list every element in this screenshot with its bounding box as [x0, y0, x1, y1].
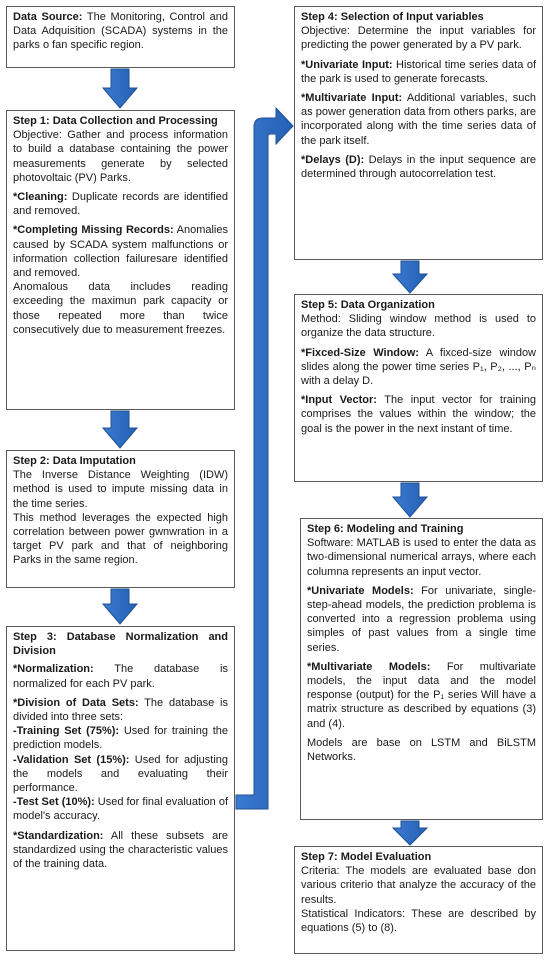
step4-multi-text: Additional variables, such as power generation data from others parks, are incorporated along with the time series data of the park itself. [301, 92, 537, 147]
step4-uni-label: *Univariate Input: [301, 58, 393, 71]
step3-norm-text: The database is normalized for each PV park. [13, 663, 228, 690]
data-source-text: The Monitoring, Control and Data Adquisition (SCADA) systems in the parks o fan specific region. [13, 11, 228, 52]
step1-title: Step 1: Data Collection and Processing [13, 115, 218, 127]
arrow-down-icon [103, 411, 137, 448]
step1-missing-text: Anomalies caused by SCADA system malfunctions or information collection failuresare identified and removed. [13, 224, 228, 280]
step4-uni-text: Historical time series data of the park is used to generate forecasts. [301, 58, 537, 85]
step4-title: Step 4: Selection of Input variables [301, 11, 484, 23]
step1-cleaning-text: Duplicate records are identified and removed. [13, 191, 228, 218]
step5-vector-text: The input vector for training comprises the values within the window; the goal is the power in the next instant of time. [301, 394, 536, 435]
step3-test-text: Used for final evaluation of model's accuracy. [13, 796, 229, 823]
step6-multi-text: For multivariate models, the input data and the model response (output) for the P₁ series Will have a matrix structure as described by equations (3) and (4). [307, 660, 536, 730]
step1-objective: Objective: Gather and process information to build a database containing the power measurements generate by selected photovoltaic (PV) Parks. [13, 129, 228, 184]
step3-training-label: -Training Set (75%): [13, 725, 120, 738]
step6-software: Software: MATLAB is used to enter the data as two-dimensional numerical arrays, where each columna represents an input vector. [307, 537, 536, 578]
arrow-down-icon [103, 69, 137, 108]
arrow-down-icon [393, 261, 427, 293]
step6-uni-label: *Univariate Models: [307, 584, 414, 597]
step3-title: Step 3: Database Normalization and Division [13, 631, 228, 658]
arrow-down-icon [393, 483, 427, 517]
step7-title: Step 7: Model Evaluation [301, 851, 432, 863]
step6-uni-text: For univariate, single-step-ahead models, the prediction problema is converted into a regression problema using simples of past values from a single time series. [307, 584, 536, 654]
step3-std-label: *Standardization: [13, 829, 104, 842]
step3-training-text: Used for training the prediction models. [13, 725, 228, 752]
step7-indicators: Statistical Indicators: These are described by equations (5) to (8). [301, 907, 536, 935]
step5-vector-label: *Input Vector: [301, 394, 377, 407]
step3-test-label: -Test Set (10%): [13, 796, 95, 809]
step1-cleaning-label: *Cleaning: [13, 191, 68, 204]
step3-division-text: The database is divided into three sets: [13, 696, 228, 724]
step2-title: Step 2: Data Imputation [13, 455, 136, 467]
step4-delays-text: Delays in the input sequence are determined through autocorrelation test. [301, 153, 536, 181]
step6-multi-label: *Multivariate Models: [307, 660, 431, 673]
step2-text2: This method leverages the expected high correlation between power gwnwration in a target PV park and that of neighboring Parks in the same region. [13, 511, 228, 567]
step6-models-text: Models are base on LSTM and BiLSTM Networks. [307, 736, 536, 764]
step1-missing-label: *Completing Missing Records: [13, 224, 174, 237]
step4-delays-label: *Delays (D): [301, 153, 365, 166]
step3-division-label: *Division of Data Sets: [13, 696, 139, 709]
step5-window-label: *Fixced-Size Window: [301, 346, 419, 359]
step3-norm-label: *Normalization: [13, 663, 94, 676]
arrow-down-icon [393, 821, 427, 845]
step5-method: Method: Sliding window method is used to organize the data structure. [301, 313, 536, 340]
arrow-down-icon [103, 589, 137, 624]
step5-window-text: A fixced-size window slides along the power time series P₁, P₂, ..., Pₙ with a delay D. [301, 346, 537, 388]
step2-text1: The Inverse Distance Weighting (IDW) method is used to impute missing data in the time series. [13, 469, 228, 510]
step5-title: Step 5: Data Organization [301, 299, 435, 311]
step1-anomalous-text: Anomalous data includes reading exceeding the maximun park capacity or those repeated more than twice consecutively due to measurement freezes. [13, 281, 228, 336]
step7-criteria: Criteria: The models are evaluated base don various criterio that analyze the accuracy of the results. [301, 865, 536, 906]
connector-arrow-icon [236, 108, 293, 809]
step4-objective: Objective: Determine the input variables for predicting the power generated by a PV park. [301, 25, 536, 52]
data-source-label: Data Source: [13, 11, 83, 23]
step6-title: Step 6: Modeling and Training [307, 523, 464, 535]
step3-std-text: All these subsets are standardized using the characteristic values of the training data. [13, 829, 228, 871]
step4-multi-label: *Multivariate Input: [301, 92, 403, 105]
step3-validation-label: -Validation Set (15%): [13, 753, 130, 766]
step3-validation-text: Used for adjusting the models and evaluating their performance. [13, 753, 228, 795]
